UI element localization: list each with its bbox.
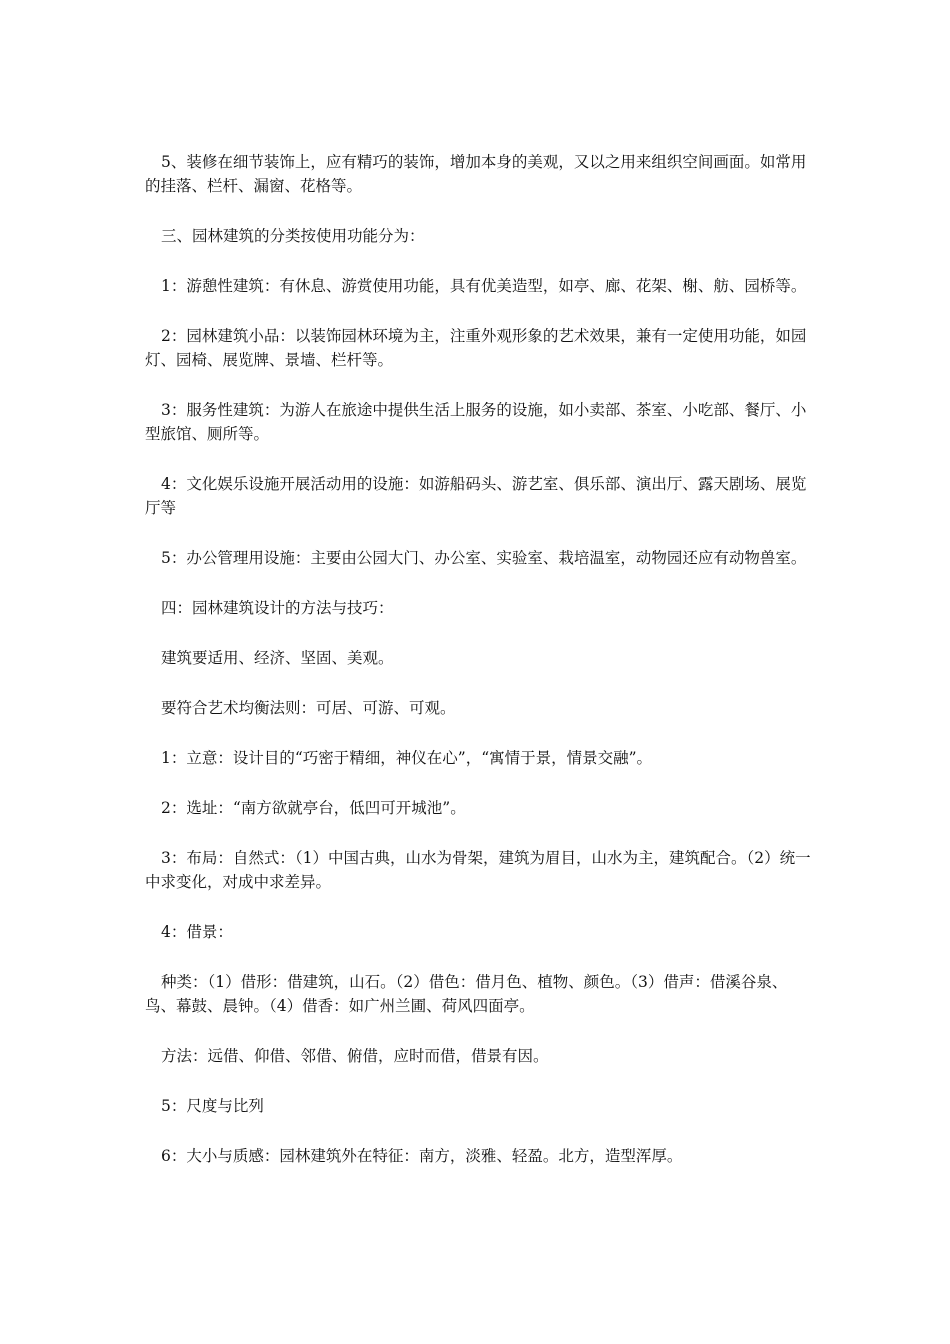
paragraph-borrowing-types: 种类：（1）借形：借建筑，山石。（2）借色：借月色、植物、颜色。（3）借声：借溪谷泉、鸟、幕鼓、晨钟。（4）借香：如广州兰圃、荷风四面亭。	[145, 973, 788, 1015]
paragraph-layout: 3：布局：自然式：（1）中国古典，山水为骨架，建筑为眉目，山水为主，建筑配合。（2）统一中求变化，对成中求差异。	[145, 849, 811, 891]
paragraph-concept: 1：立意：设计目的“巧密于精细，神仪在心”，“寓情于景，情景交融”。	[161, 749, 653, 767]
paragraph-site-selection: 2：选址：“南方欲就亭台，低凹可开城池”。	[161, 799, 466, 817]
paragraph-borrowing-methods: 方法：远借、仰借、邻借、俯借，应时而借，借景有因。	[161, 1047, 549, 1065]
paragraph-building-principles: 建筑要适用、经济、坚固、美观。	[161, 649, 394, 667]
paragraph-scale-proportion: 5：尺度与比列	[161, 1097, 264, 1115]
paragraph-office-facilities: 5：办公管理用设施：主要由公园大门、办公室、实验室、栽培温室，动物园还应有动物兽室。	[161, 549, 807, 567]
paragraph-service-buildings: 3：服务性建筑：为游人在旅途中提供生活上服务的设施，如小卖部、茶室、小吃部、餐厅、小型旅馆、厕所等。	[145, 401, 807, 443]
paragraph-art-balance: 要符合艺术均衡法则：可居、可游、可观。	[161, 699, 456, 717]
paragraph-size-texture: 6：大小与质感：园林建筑外在特征：南方，淡雅、轻盈。北方，造型浑厚。	[161, 1147, 683, 1165]
paragraph-recreational-buildings: 1：游憩性建筑：有休息、游赏使用功能，具有优美造型，如亭、廊、花架、榭、舫、园桥等。	[161, 277, 807, 295]
heading-design-methods: 四：园林建筑设计的方法与技巧：	[161, 599, 394, 617]
heading-classification: 三、园林建筑的分类按使用功能分为：	[161, 227, 425, 245]
paragraph-decoration-detail: 5、装修在细节装饰上，应有精巧的装饰，增加本身的美观，又以之用来组织空间画面。如常用的挂落、栏杆、漏窗、花格等。	[145, 153, 807, 195]
paragraph-garden-accessories: 2：园林建筑小品：以装饰园林环境为主，注重外观形象的艺术效果，兼有一定使用功能，如园灯、园椅、展览牌、景墙、栏杆等。	[145, 327, 807, 369]
paragraph-borrowed-scenery: 4：借景：	[161, 923, 233, 941]
paragraph-entertainment-facilities: 4：文化娱乐设施开展活动用的设施：如游船码头、游艺室、俱乐部、演出厅、露天剧场、展览厅等	[145, 475, 807, 517]
document-body	[145, 150, 815, 1194]
